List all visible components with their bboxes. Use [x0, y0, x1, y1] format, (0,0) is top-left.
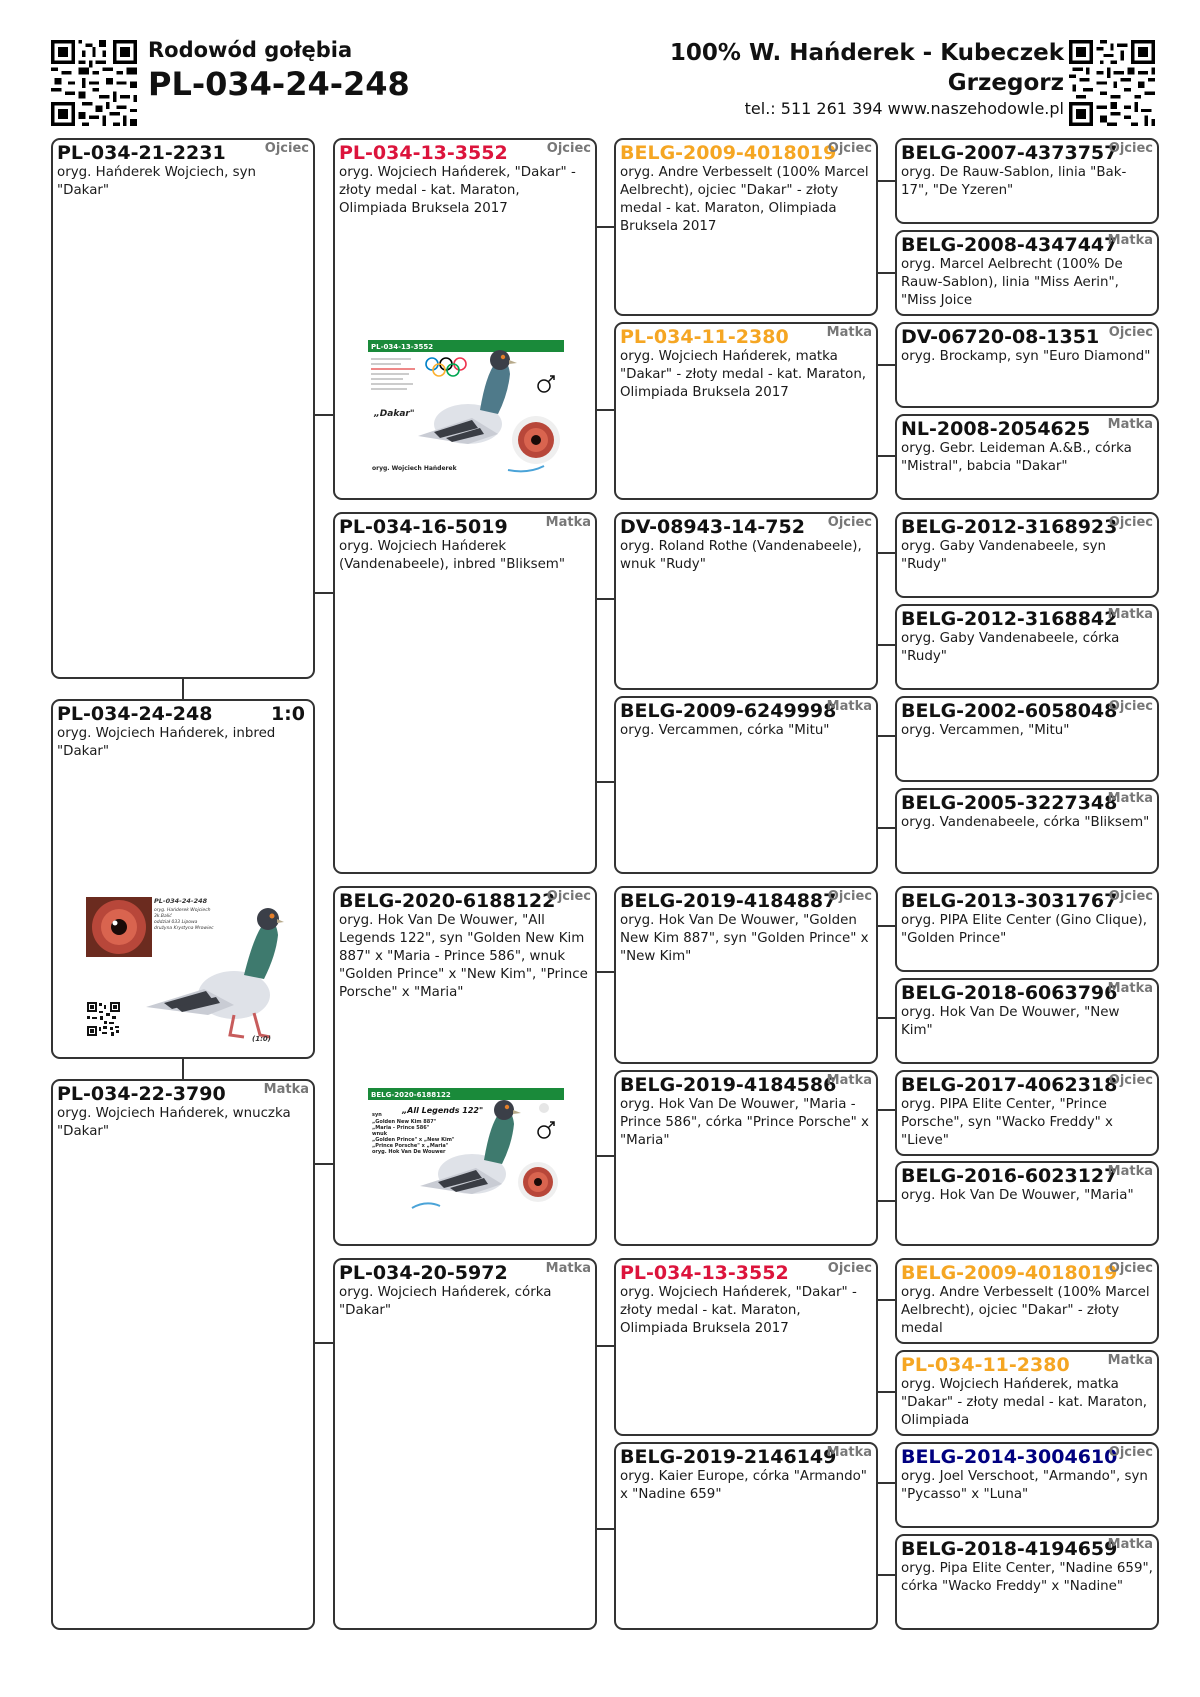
bird-description: oryg. Kaier Europe, córka "Armando" x "Nadine 659": [620, 1469, 867, 1502]
ring-number: DV-06720-08-1351: [901, 326, 1100, 348]
pedigree-card[interactable]: [614, 1442, 878, 1630]
photo-score: (1:0): [252, 1035, 271, 1043]
connector: [877, 1574, 895, 1576]
breeder-line-1: 100% W. Hańderek - Kubeczek: [669, 40, 1064, 66]
pedigree-card[interactable]: [614, 1070, 878, 1246]
connector: [877, 1299, 895, 1301]
contact-info: tel.: 511 261 394 www.naszehodowle.pl: [744, 99, 1064, 118]
pedigree-card[interactable]: [895, 512, 1159, 598]
connector: [596, 1345, 614, 1347]
ring-number: BELG-2002-6058048: [901, 700, 1118, 722]
bird-description: oryg. Vandenabeele, córka "Bliksem": [901, 815, 1150, 830]
bird-description: oryg. PIPA Elite Center, "Prince Porsche", syn "Wacko Freddy" x "Lieve": [901, 1097, 1113, 1148]
ring-number: NL-2008-2054625: [901, 418, 1091, 440]
connector: [877, 552, 895, 554]
photo-line: „Golden Prince" x „New Kim": [372, 1137, 455, 1143]
pedigree-card[interactable]: [895, 230, 1159, 316]
connector: [182, 1059, 184, 1079]
connector: [596, 971, 614, 973]
connector: [877, 1391, 895, 1393]
qr-code-left: [51, 40, 137, 126]
ring-number: PL-034-20-5972: [339, 1262, 508, 1284]
pedigree-card[interactable]: [614, 138, 878, 316]
pedigree-card[interactable]: [333, 138, 597, 500]
pedigree-card[interactable]: [895, 604, 1159, 690]
photo-line: syn: [372, 1112, 382, 1118]
bird-description: oryg. Wojciech Hańderek, "Dakar" - złoty medal - kat. Maraton, Olimpiada Bruksela 2017: [620, 1285, 857, 1336]
bird-description: oryg. Brockamp, syn "Euro Diamond": [901, 349, 1151, 364]
ring-number: PL-034-16-5019: [339, 516, 508, 538]
connector: [315, 414, 333, 416]
photo-title: „All Legends 122": [402, 1106, 484, 1115]
bird-description: oryg. Wojciech Hańderek, matka "Dakar" - złoty medal - kat. Maraton, Olimpiada Bruksela 2017: [620, 349, 867, 400]
sex-label: Matka: [1107, 1353, 1153, 1368]
bird-description: oryg. Wojciech Hańderek, córka "Dakar": [339, 1285, 552, 1318]
sex-label: Matka: [1107, 981, 1153, 996]
subject-photo[interactable]: [84, 895, 284, 1045]
bird-description: oryg. Gebr. Leideman A.&B., córka "Mistral", babcia "Dakar": [901, 441, 1132, 474]
bird-description: oryg. Vercammen, córka "Mitu": [620, 723, 830, 738]
bird-description: oryg. Roland Rothe (Vandenabeele), wnuk "Rudy": [620, 539, 862, 572]
connector: [877, 644, 895, 646]
breeder-name: [544, 38, 1064, 98]
bird-description: oryg. Hok Van De Wouwer, "All Legends 122", syn "Golden New Kim 887" x "Maria - Prince 586", wnuk "Golden Prince" x "New Kim", "Prince Porsche" x "Maria": [339, 913, 588, 1000]
sex-label: Matka: [1107, 417, 1153, 432]
sex-label: Matka: [545, 1261, 591, 1276]
pedigree-card[interactable]: [895, 1070, 1159, 1156]
pedigree-card[interactable]: [895, 414, 1159, 500]
pedigree-card-sire[interactable]: [51, 138, 315, 679]
ring-number: BELG-2012-3168923: [901, 516, 1118, 538]
connector: [877, 272, 895, 274]
pedigree-card[interactable]: [333, 1258, 597, 1630]
connector: [596, 1155, 614, 1157]
ring-number: DV-08943-14-752: [620, 516, 805, 538]
breeder-line-2: Grzegorz: [947, 70, 1064, 96]
connector: [596, 598, 614, 600]
connector: [877, 180, 895, 182]
connector: [596, 781, 614, 783]
ring-number: BELG-2019-4184586: [620, 1074, 837, 1096]
sex-label: Matka: [826, 1073, 872, 1088]
pedigree-card[interactable]: [895, 1350, 1159, 1436]
ring-number: BELG-2009-4018019: [620, 142, 837, 164]
page-title: PL-034-24-248: [148, 65, 410, 103]
ring-number: BELG-2007-4373757: [901, 142, 1118, 164]
sex-label: Ojciec: [1108, 515, 1153, 530]
ring-number: PL-034-21-2231: [57, 142, 226, 164]
ring-number: BELG-2005-3227348: [901, 792, 1118, 814]
photo-ring: PL-034-24-248: [154, 897, 208, 905]
ring-number: BELG-2013-3031767: [901, 890, 1118, 912]
sex-label: Ojciec: [827, 141, 872, 156]
bird-description: oryg. Marcel Aelbrecht (100% De Rauw-Sablon), linia "Miss Aerin", "Miss Joice: [901, 257, 1123, 308]
ring-number: PL-034-11-2380: [620, 326, 789, 348]
sex-label: Ojciec: [1108, 699, 1153, 714]
photo-line: oryg. Hok Van De Wouwer: [372, 1149, 446, 1155]
bird-description: oryg. Wojciech Hańderek (Vandenabeele), inbred "Bliksem": [339, 539, 566, 572]
sex-label: Ojciec: [1108, 141, 1153, 156]
ring-number: BELG-2018-6063796: [901, 982, 1118, 1004]
ring-number: BELG-2012-3168842: [901, 608, 1118, 630]
connector: [315, 592, 333, 594]
pedigree-card[interactable]: [895, 788, 1159, 874]
ring-number: BELG-2008-4347447: [901, 234, 1118, 256]
sex-label: Matka: [1107, 791, 1153, 806]
ring-number: PL-034-13-3552: [339, 142, 508, 164]
pedigree-card[interactable]: [614, 322, 878, 500]
bird-description: oryg. Vercammen, "Mitu": [901, 723, 1070, 738]
bird-description: oryg. Wojciech Hańderek, matka "Dakar" - złoty medal - kat. Maraton, Olimpiada: [901, 1377, 1148, 1428]
photo-line: oryg. Hańderek Wojciech: [154, 908, 211, 913]
photo-line: wnuk: [372, 1131, 388, 1137]
pedigree-card[interactable]: [895, 696, 1159, 782]
connector: [596, 1528, 614, 1530]
bird-description: oryg. De Rauw-Sablon, linia "Bak-17", "De Yzeren": [901, 165, 1127, 198]
sex-label: Ojciec: [827, 515, 872, 530]
photo-line: „Prince Porsche" x „Maria": [372, 1143, 449, 1149]
sex-label: Ojciec: [1108, 1073, 1153, 1088]
sex-label: Ojciec: [1108, 889, 1153, 904]
sex-label: Ojciec: [1108, 325, 1153, 340]
ring-number: BELG-2009-4018019: [901, 1262, 1118, 1284]
bird-description: oryg. Wojciech Hańderek, wnuczka "Dakar": [57, 1106, 291, 1139]
ring-number: BELG-2019-4184887: [620, 890, 837, 912]
bird-description: oryg. PIPA Elite Center (Gino Clique), "Golden Prince": [901, 913, 1148, 946]
photo-line: „Golden New Kim 887": [372, 1119, 437, 1125]
ring-number: PL-034-11-2380: [901, 1354, 1070, 1376]
ring-number: BELG-2009-6249998: [620, 700, 837, 722]
document-label: Rodowód gołębia: [148, 38, 353, 62]
connector: [877, 1109, 895, 1111]
connector: [596, 226, 614, 228]
bird-description: oryg. Andre Verbesselt (100% Marcel Aelbrecht), ojciec "Dakar" - złoty medal: [901, 1285, 1150, 1336]
connector: [182, 679, 184, 699]
ring-number: BELG-2017-4062318: [901, 1074, 1118, 1096]
pedigree-card[interactable]: [895, 322, 1159, 408]
pedigree-card[interactable]: [895, 886, 1159, 972]
connector: [877, 1017, 895, 1019]
sex-label: Matka: [1107, 1537, 1153, 1552]
photo-line: „Maria - Prince 586": [372, 1125, 430, 1131]
bird-description: oryg. Hok Van De Wouwer, "New Kim": [901, 1005, 1120, 1038]
pedigree-card[interactable]: [895, 1258, 1159, 1344]
pedigree-card[interactable]: [614, 696, 878, 874]
bird-description: oryg. Joel Verschoot, "Armando", syn "Pycasso" x "Luna": [901, 1469, 1148, 1502]
sex-label: Matka: [826, 1445, 872, 1460]
sex-label: Matka: [263, 1082, 309, 1097]
photo-line: 3k.Balić: [154, 914, 172, 919]
sex-label: Ojciec: [1108, 1261, 1153, 1276]
sex-label: Matka: [1107, 607, 1153, 622]
bird-description: oryg. Hok Van De Wouwer, "Golden New Kim 887", syn "Golden Prince" x "New Kim": [620, 913, 869, 964]
photo-ring: PL-034-13-3552: [371, 343, 434, 351]
dakar-photo[interactable]: [368, 340, 564, 476]
ring-number: BELG-2016-6023127: [901, 1165, 1118, 1187]
connector: [877, 1200, 895, 1202]
ring-number: BELG-2019-2146149: [620, 1446, 837, 1468]
ring-number: PL-034-22-3790: [57, 1083, 226, 1105]
photo-owner: oryg. Wojciech Hańderek: [372, 465, 457, 472]
connector: [877, 735, 895, 737]
bird-description: oryg. Pipa Elite Center, "Nadine 659", córka "Wacko Freddy" x "Nadine": [901, 1561, 1153, 1594]
bird-description: oryg. Gaby Vandenabeele, córka "Rudy": [901, 631, 1120, 664]
connector: [877, 827, 895, 829]
sex-label: Ojciec: [546, 889, 591, 904]
sex-label: Matka: [826, 699, 872, 714]
pedigree-card-dam[interactable]: [51, 1079, 315, 1630]
pedigree-card[interactable]: [614, 1258, 878, 1436]
bird-description: oryg. Hańderek Wojciech, syn "Dakar": [57, 165, 257, 198]
ring-number: PL-034-24-248: [57, 703, 213, 725]
pedigree-card[interactable]: [614, 512, 878, 690]
sex-label: Ojciec: [827, 889, 872, 904]
sex-label: Matka: [545, 515, 591, 530]
pedigree-card[interactable]: [333, 512, 597, 874]
sex-label: Ojciec: [827, 1261, 872, 1276]
pedigree-card[interactable]: [895, 1534, 1159, 1630]
ring-number: BELG-2018-4194659: [901, 1538, 1118, 1560]
sex-label: Matka: [826, 325, 872, 340]
connector: [596, 409, 614, 411]
photo-ring: BELG-2020-6188122: [371, 1091, 451, 1099]
qr-code-right: [1069, 40, 1155, 126]
connector: [315, 1163, 333, 1165]
bird-description: oryg. Wojciech Hańderek, "Dakar" - złoty medal - kat. Maraton, Olimpiada Bruksela 2017: [339, 165, 576, 216]
sex-label: Matka: [1107, 233, 1153, 248]
connector: [877, 364, 895, 366]
pedigree-card[interactable]: [614, 886, 878, 1064]
connector: [877, 925, 895, 927]
score-label: 1:0: [270, 703, 305, 725]
ring-number: BELG-2020-6188122: [339, 890, 556, 912]
pedigree-card[interactable]: [895, 978, 1159, 1064]
bird-description: oryg. Hok Van De Wouwer, "Maria - Prince 586", córka "Prince Porsche" x "Maria": [620, 1097, 869, 1148]
photo-name: „Dakar": [374, 409, 415, 419]
sex-label: Ojciec: [546, 141, 591, 156]
bird-description: oryg. Hok Van De Wouwer, "Maria": [901, 1188, 1134, 1203]
photo-line: drużyna Krystyna Mrowiec: [154, 926, 214, 931]
sex-label: Ojciec: [264, 141, 309, 156]
sex-label: Matka: [1107, 1164, 1153, 1179]
bird-description: oryg. Wojciech Hańderek, inbred "Dakar": [57, 726, 276, 759]
ring-number: BELG-2014-3004610: [901, 1446, 1118, 1468]
photo-line: oddział 033 Lipowa: [154, 920, 198, 925]
sex-label: Ojciec: [1108, 1445, 1153, 1460]
connector: [877, 1482, 895, 1484]
connector: [315, 1342, 333, 1344]
pedigree-card[interactable]: [333, 886, 597, 1246]
all-legends-photo[interactable]: [368, 1088, 564, 1216]
pedigree-card[interactable]: [895, 1161, 1159, 1246]
connector: [877, 455, 895, 457]
bird-description: oryg. Andre Verbesselt (100% Marcel Aelbrecht), ojciec "Dakar" - złoty medal - kat. Maraton, Olimpiada Bruksela 2017: [620, 165, 869, 234]
pedigree-card-subject[interactable]: [51, 699, 315, 1059]
pedigree-card[interactable]: [895, 1442, 1159, 1528]
bird-description: oryg. Gaby Vandenabeele, syn "Rudy": [901, 539, 1106, 572]
pedigree-card[interactable]: [895, 138, 1159, 224]
ring-number: PL-034-13-3552: [620, 1262, 789, 1284]
